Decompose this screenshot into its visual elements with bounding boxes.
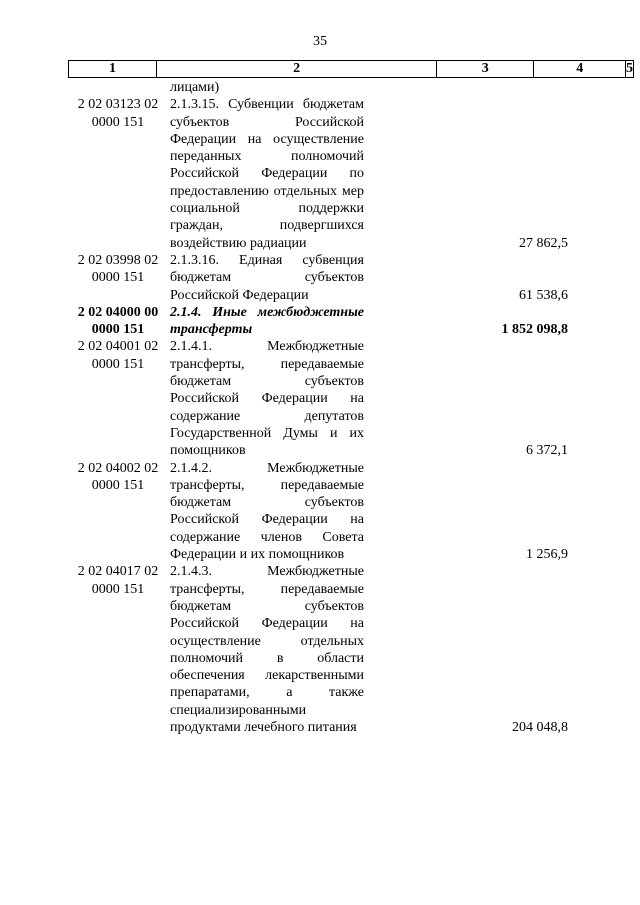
table-row [0,460,640,564]
row-amount: 6 372,1 [526,443,568,459]
row-code: 2 02 04001 02 0000 151 [77,339,159,372]
table-row [0,563,640,736]
column-header-4: 4 [534,61,626,77]
column-header-2: 2 [157,61,437,77]
row-code: 2 02 04002 02 0000 151 [77,460,159,493]
row-amount: 1 256,9 [526,547,568,563]
row-description: 2.1.4. Иные межбюджетные трансферты [170,304,364,338]
column-header-1: 1 [69,61,157,77]
table-row [0,79,640,96]
table-row [0,338,640,459]
row-description: 2.1.4.2. Межбюджетные трансферты, передаваемые бюджетам субъектов Российской Федерации на содержание членов Совета Федерации и их помощников [170,460,364,563]
row-code: 2 02 03998 02 0000 151 [77,252,159,286]
row-description: 2.1.3.15. Субвенции бюджетам субъектов Российской Федерации на осуществление переданных полномочий Российской Федерации по предоставлению отдельных мер социальной поддержки граждан, подвергшихся воздействию радиации [170,97,364,251]
table-row [0,252,640,304]
row-code: 2 02 03123 02 0000 151 [77,97,159,130]
row-code: 2 02 04000 00 0000 151 [77,304,159,338]
table-body [0,79,640,736]
row-description: лицами) [170,80,220,95]
column-header-3: 3 [437,61,534,77]
page-number: 35 [313,34,327,49]
row-code: 2 02 04017 02 0000 151 [77,564,159,597]
row-description: 2.1.4.3. Межбюджетные трансферты, передаваемые бюджетам субъектов Российской Федерации на осуществление отдельных полномочий в области обеспечения лекарственными препаратами, а также специализированными продуктами лечебного питания [170,564,364,735]
row-amount: 61 538,6 [519,287,568,303]
row-amount: 27 862,5 [519,235,568,251]
table-row [0,96,640,252]
row-description: 2.1.3.16. Единая субвенция бюджетам субъектов Российской Федерации [170,252,364,303]
row-amount: 1 852 098,8 [501,322,568,338]
column-header-5: 5 [626,61,634,76]
row-description: 2.1.4.1. Межбюджетные трансферты, передаваемые бюджетам субъектов Российской Федерации на содержание депутатов Государственной Думы и их помощников [170,339,364,459]
table-header [68,60,634,78]
table-row [0,304,640,339]
row-amount: 204 048,8 [512,719,568,735]
